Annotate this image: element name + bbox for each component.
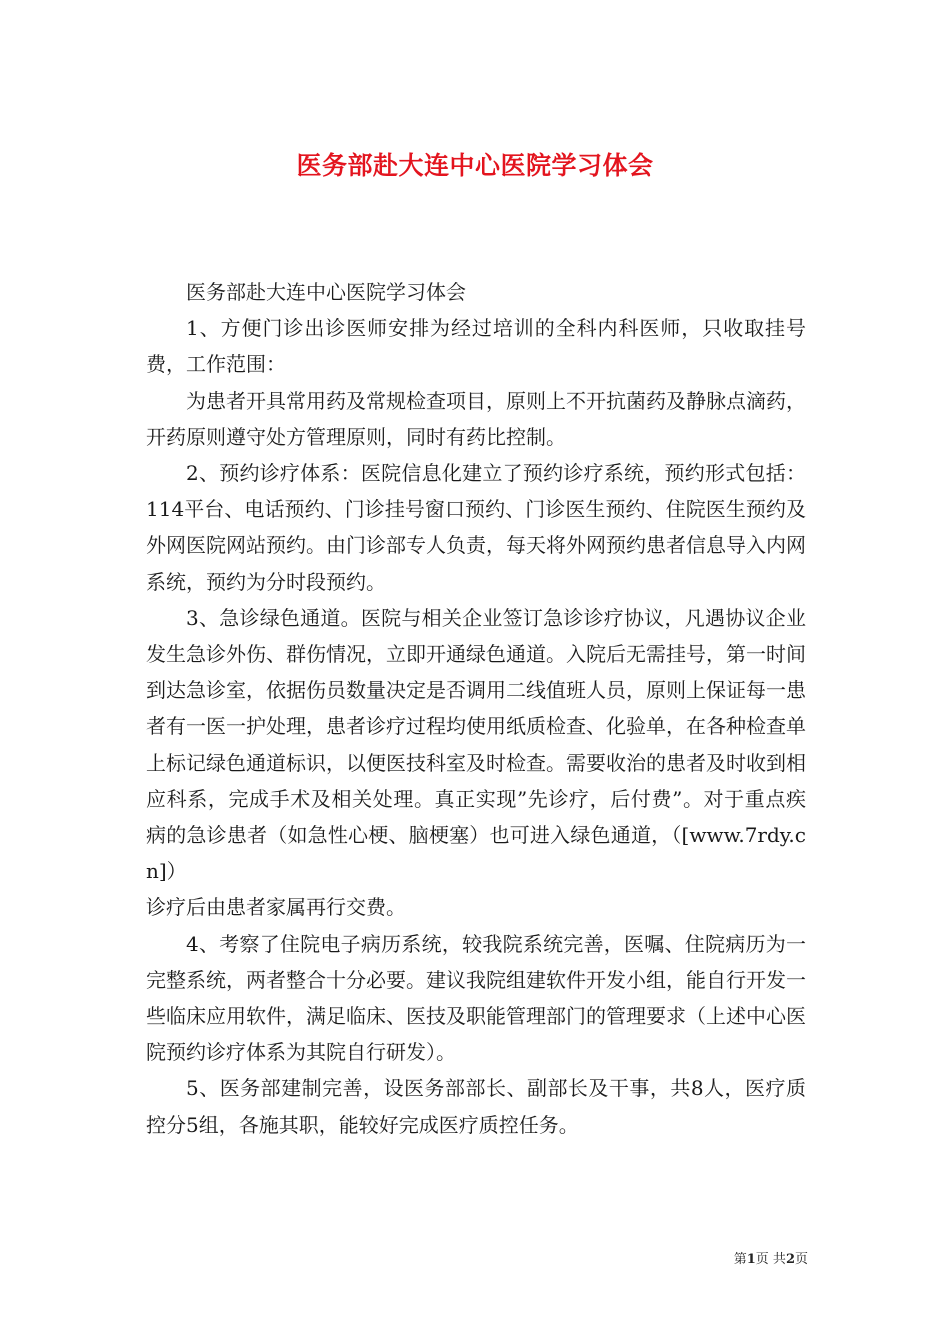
page-number-prefix: 第 — [733, 1252, 747, 1267]
paragraph-2: 为患者开具常用药及常规检查项目，原则上不开抗菌药及静脉点滴药，开药原则遵守处方管理原则，同时有药比控制。 — [146, 388, 806, 449]
paragraph-4: 3、急诊绿色通道。医院与相关企业签订急诊诊疗协议，凡遇协议企业发生急诊外伤、群伤情况，立即开通绿色通道。入院后无需挂号，第一时间到达急诊室，依据伤员数量决定是否调用二线值班人员，原则上保证每一患者有一医一护处理，患者诊疗过程均使用纸质检查、化验单，在各种检查单上标记绿色通道标识，以便医技科室及时检查。需要收治的患者及时收到相应科系，完成手术及相关处理。真正实现”先诊疗，后付费”。对于重点疾病的急诊患者（如急性心梗、脑梗塞）也可进入绿色通道，（[www.7rdy.cn]） — [146, 605, 806, 884]
paragraph-7: 5、医务部建制完善，设医务部部长、副部长及干事，共8人，医疗质控分5组，各施其职，能较好完成医疗质控任务。 — [146, 1076, 806, 1137]
total-pages: 2 — [785, 1252, 795, 1267]
document-body — [146, 274, 806, 1143]
page-number-suffix: 页 — [794, 1252, 808, 1267]
paragraph-5: 诊疗后由患者家属再行交费。 — [146, 895, 406, 920]
paragraph-6: 4、考察了住院电子病历系统，较我院系统完善，医嘱、住院病历为一完整系统，两者整合十分必要。建议我院组建软件开发小组，能自行开发一些临床应用软件，满足临床、医技及职能管理部门的管理要求（上述中心医院预约诊疗体系为其院自行研发）。 — [146, 931, 806, 1065]
paragraph-3: 2、预约诊疗体系：医院信息化建立了预约诊疗系统，预约形式包括：114平台、电话预约、门诊挂号窗口预约、门诊医生预约、住院医生预约及外网医院网站预约。由门诊部专人负责，每天将外网预约患者信息导入内网系统，预约为分时段预约。 — [146, 461, 806, 594]
document-subtitle: 医务部赴大连中心医院学习体会 — [186, 280, 466, 304]
current-page: 1 — [746, 1252, 756, 1267]
page-number-middle: 页 共 — [755, 1252, 786, 1267]
paragraph-1: 1、方便门诊出诊医师安排为经过培训的全科内科医师，只收取挂号费，工作范围： — [146, 316, 806, 377]
page-number — [0, 1248, 808, 1267]
page-title: 医务部赴大连中心医院学习体会 — [296, 150, 654, 180]
